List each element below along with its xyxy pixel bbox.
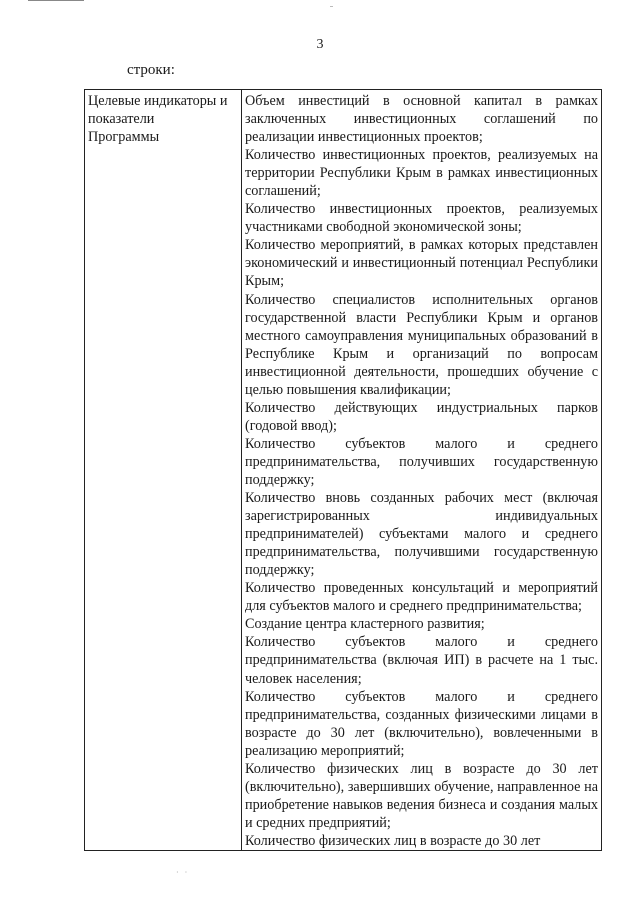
lead-text: строки: (127, 62, 175, 78)
indicators-list-cell (242, 90, 602, 851)
label-line: Целевые индикаторы и (88, 93, 228, 109)
indicator-item: Количество вновь созданных рабочих мест (включая зарегистрированных индивидуальных предпринимателей) субъектами малого и среднего предпринимательства, получившими государственную поддержку; (245, 490, 598, 579)
indicator-item: Количество проведенных консультаций и мероприятий для субъектов малого и среднего предпринимательства; (245, 580, 598, 615)
label-cell (85, 90, 242, 851)
page-number: 3 (316, 37, 324, 52)
indicator-item: Количество мероприятий, в рамках которых представлен экономический и инвестиционный потенциал Республики Крым; (245, 237, 598, 290)
indicator-item: Количество субъектов малого и среднего предпринимательства, получивших государственную поддержку; (245, 435, 598, 488)
indicator-item: Количество физических лиц в возрасте до 30 лет (включительно), завершивших обучение, направленное на приобретение навыков ведения бизнеса и создания малых и средних предприятий; (245, 760, 598, 831)
indicator-item: Количество действующих индустриальных парков (годовой ввод); (245, 399, 598, 434)
indicator-item: Количество инвестиционных проектов, реализуемых на территории Республики Крым в рамках инвестиционных соглашений; (245, 147, 598, 200)
indicator-item: Объем инвестиций в основной капитал в рамках заключенных инвестиционных соглашений по реализации инвестиционных проектов; (245, 93, 598, 146)
table-row (85, 90, 602, 851)
bottom-scan-mark: · · (176, 868, 190, 877)
indicator-item: Количество субъектов малого и среднего предпринимательства, созданных физическими лицами в возрасте до 30 лет (включительно), вовлеченными в реализацию мероприятий; (245, 688, 598, 759)
indicator-item: Количество инвестиционных проектов, реализуемых участниками свободной экономической зоны; (245, 201, 598, 236)
indicator-item: Создание центра кластерного развития; (245, 616, 485, 633)
label-line: показатели (88, 111, 155, 128)
top-scan-mark (28, 0, 84, 3)
indicator-item: Количество физических лиц в возрасте до 30 лет (245, 832, 541, 849)
label-line: Программы (88, 129, 160, 146)
indicator-item: Количество специалистов исполнительных органов государственной власти Республики Крым и органов местного самоуправления муниципальных образований в Республике Крым и организаций по вопросам инвестиционной деятельности, прошедших обучение с целью повышения квалификации; (245, 291, 598, 398)
scan-speck (330, 6, 333, 7)
indicators-table (84, 89, 602, 851)
indicator-item: Количество субъектов малого и среднего предпринимательства (включая ИП) в расчете на 1 тыс. человек населения; (245, 634, 598, 687)
